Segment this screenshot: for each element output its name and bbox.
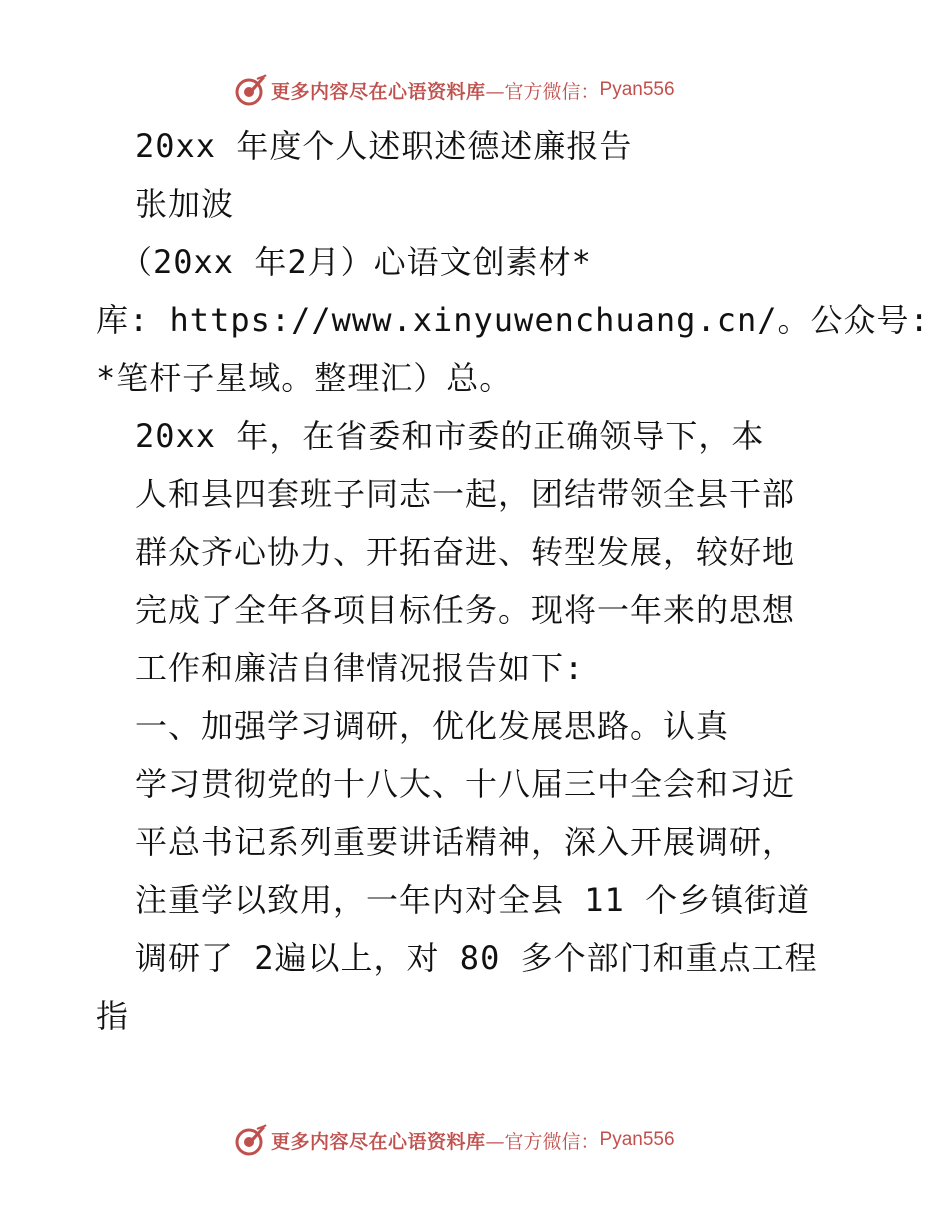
date-line: （20xx 年2月）心语文创素材*: [120, 243, 592, 281]
paragraph-line: 学习贯彻党的十八大、十八届三中全会和习近: [135, 765, 796, 803]
section-heading-line: 一、加强学习调研，优化发展思路。认真: [135, 707, 730, 745]
quill-pen-icon: [233, 1123, 267, 1157]
banner-label-text: —官方微信：: [485, 1130, 600, 1153]
paragraph-line: 工作和廉洁自律情况报告如下:: [135, 649, 585, 687]
paragraph-line: 人和县四套班子同志一起，团结带领全县干部: [135, 475, 796, 513]
text-line: 库: https://www.xinyuwenchuang.cn/。公众号:: [96, 301, 930, 339]
paragraph-line: 20xx 年，在省委和市委的正确领导下，本: [135, 417, 765, 455]
footer-banner: [233, 1122, 675, 1158]
author-name: 张加波: [135, 185, 235, 223]
text-line: *笔杆子星域。整理汇）总。: [96, 359, 513, 397]
paragraph-line: 调研了 2遍以上，对 80 多个部门和重点工程: [135, 939, 818, 977]
paragraph-line: 注重学以致用，一年内对全县 11 个乡镇街道: [135, 881, 811, 919]
banner-brand-text: 更多内容尽在心语资料库: [271, 1130, 486, 1153]
paragraph-line: 指: [96, 997, 130, 1035]
document-title: 20xx 年度个人述职述德述廉报告: [135, 127, 633, 165]
paragraph-line: 群众齐心协力、开拓奋进、转型发展，较好地: [135, 533, 796, 571]
banner-brand-text: 更多内容尽在心语资料库: [271, 80, 486, 103]
banner-wechat-id: Pyan556: [599, 79, 675, 100]
banner-label-text: —官方微信：: [485, 80, 600, 103]
paragraph-line: 平总书记系列重要讲话精神，深入开展调研，: [135, 823, 796, 861]
paragraph-line: 完成了全年各项目标任务。现将一年来的思想: [135, 591, 796, 629]
banner-wechat-id: Pyan556: [599, 1129, 675, 1150]
